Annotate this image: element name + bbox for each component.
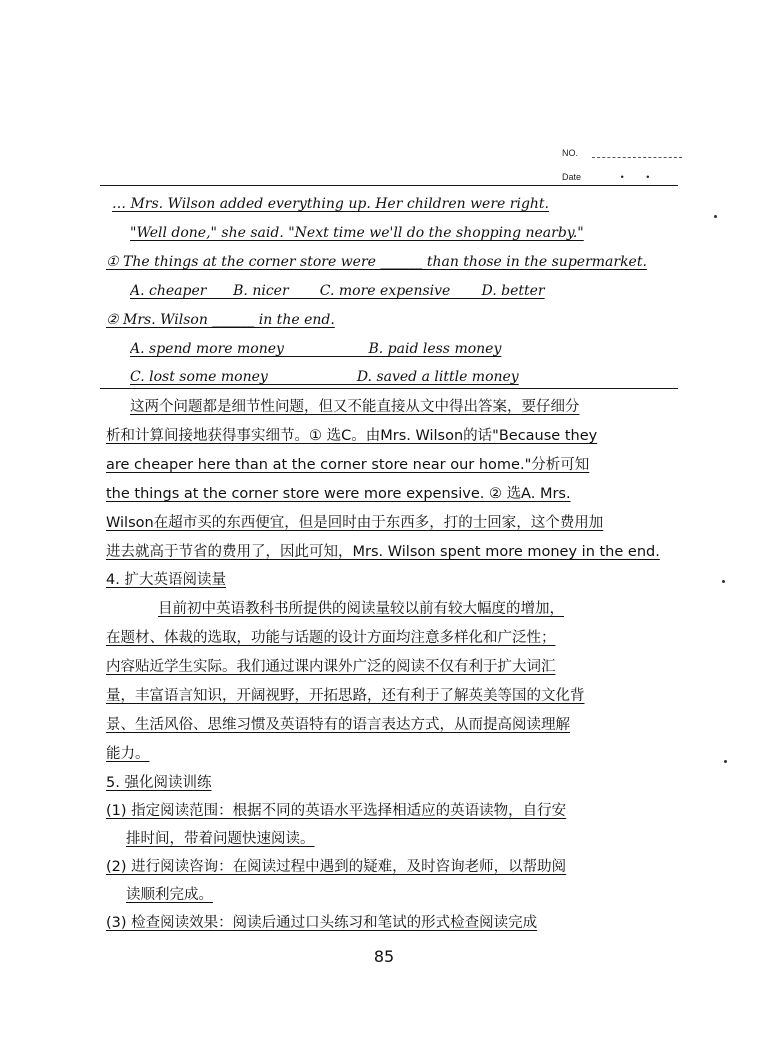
section-5-item-2-cont: 读顺利完成。 <box>126 887 213 903</box>
section-4-line-6: 能力。 <box>106 746 150 762</box>
ruled-line <box>100 185 678 186</box>
analysis-line-2: 析和计算间接地获得事实细节。① 选C。由Mrs. Wilson的话"Because they <box>106 428 598 444</box>
number-line <box>592 147 682 158</box>
analysis-line-3: are cheaper here than at the corner store near our home."分析可知 <box>106 457 590 473</box>
section-4-line-4: 量，丰富语言知识，开阔视野，开拓思路，还有利于了解英美等国的文化背 <box>106 688 585 704</box>
number-label: NO. <box>562 148 579 158</box>
question-2-options-cd: C. lost some money D. saved a little money <box>130 369 519 385</box>
ruled-line <box>100 388 678 389</box>
section-5-item-1-cont: 排时间，带着问题快速阅读。 <box>126 831 315 847</box>
analysis-line-5: Wilson在超市买的东西便宜，但是回时由于东西多，打的士回家，这个费用加 <box>106 515 604 531</box>
section-4-line-3: 内容贴近学生实际。我们通过课内课外广泛的阅读不仅有利于扩大词汇 <box>106 659 556 675</box>
section-5-item-3: (3) 检查阅读效果：阅读后通过口头练习和笔试的形式检查阅读完成 <box>106 915 538 931</box>
scan-speck <box>714 215 717 218</box>
section-5-item-1: (1) 指定阅读范围：根据不同的英语水平选择相适应的英语读物，自行安 <box>106 803 567 819</box>
question-1: ① The things at the corner store were ______ than those in the supermarket. <box>106 254 647 270</box>
section-4-line-2: 在题材、体裁的选取，功能与话题的设计方面均注意多样化和广泛性； <box>106 630 556 646</box>
analysis-line-4: the things at the corner store were more expensive. ② 选A. Mrs. <box>106 486 571 502</box>
analysis-line-6: 进去就高于节省的费用了，因此可知，Mrs. Wilson spent more money in the end. <box>106 544 660 560</box>
question-1-options: A. cheaper B. nicer C. more expensive D. better <box>130 283 545 299</box>
date-label: Date <box>562 172 582 182</box>
question-2-options-ab: A. spend more money B. paid less money <box>130 341 502 357</box>
scan-speck <box>722 580 725 583</box>
scan-speck <box>724 760 727 763</box>
section-4-line-1: 目前初中英语教科书所提供的阅读量较以前有较大幅度的增加， <box>158 601 564 617</box>
section-5-item-2: (2) 进行阅读咨询：在阅读过程中遇到的疑难，及时咨询老师，以帮助阅 <box>106 859 567 875</box>
section-4-heading: 4. 扩大英语阅读量 <box>106 572 226 588</box>
date-row <box>562 166 682 182</box>
number-row <box>562 142 682 158</box>
page-number: 85 <box>373 947 395 966</box>
analysis-line-1: 这两个问题都是细节性问题，但又不能直接从文中得出答案，要仔细分 <box>130 399 580 415</box>
date-dots: • • <box>620 172 660 182</box>
text-line-2: "Well done," she said. "Next time we'll do the shopping nearby." <box>130 225 584 241</box>
section-4-line-5: 景、生活风俗、思维习惯及英语特有的语言表达方式，从而提高阅读理解 <box>106 717 570 733</box>
section-5-heading: 5. 强化阅读训练 <box>106 775 212 791</box>
text-line-1: … Mrs. Wilson added everything up. Her children were right. <box>112 196 549 212</box>
question-2: ② Mrs. Wilson ______ in the end. <box>106 312 335 328</box>
note-header <box>562 142 682 182</box>
